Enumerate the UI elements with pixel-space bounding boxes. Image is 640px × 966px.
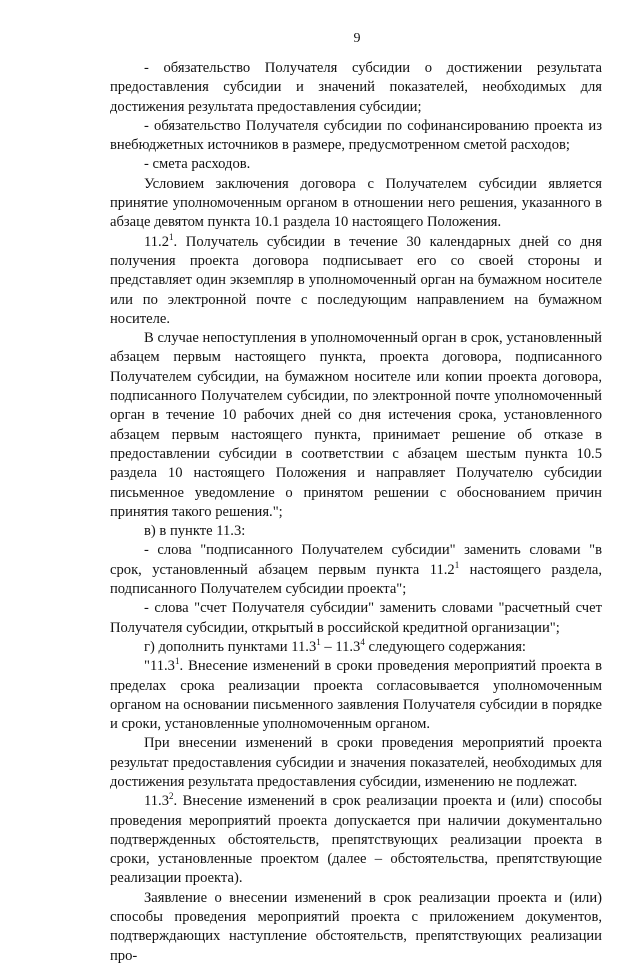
paragraph-11-2-1: 11.2$^1$. Получатель субсидии в течение 30 календарных дней со дня получения проекта договора подписывает его со своей стороны и представляет один экземпляр в уполномоченный орган на бумажном носителе или по электронной почте с последующим направлением на бумажном носителе.	[110, 231, 602, 327]
paragraph-11-3-1: "11.3$^1$. Внесение изменений в сроки проведения мероприятий проекта в пределах срока реализации проекта согласовывается уполномоченным органом на основании письменного заявления Получателя субсидии в порядке и сроки, установленные уполномоченным органом.	[110, 656, 602, 733]
paragraph-obligation-result: - обязательство Получателя субсидии о достижении результата предоставления субсидии и значений показателей, необходимых для достижения результата предоставления субсидии;	[110, 60, 602, 115]
paragraph-replace-account: - слова "счет Получателя субсидии" заменить словами "расчетный счет Получателя субсидии, открытый в российской кредитной организации";	[110, 600, 602, 636]
paragraph-item-g: г) дополнить пунктами 11.3$^1$ – 11.3$^4$ следующего содержания:	[144, 637, 526, 655]
paragraph-11-3-2: 11.3$^2$. Внесение изменений в срок реализации проекта и (или) способы проведения мероприятий проекта допускается при наличии документально подтвержденных обстоятельств, препятствующих реализации проекта в сроки, установленные проектом (далее – обстоятельства, препятствующие реализации проекта).	[110, 791, 602, 887]
paragraph-contract-condition: Условием заключения договора с Получателем субсидии является принятие уполномоченным органом в отношении него решения, указанного в абзаце девятом пункта 10.1 раздела 10 настоящего Положения.	[110, 175, 602, 231]
paragraph-changes-not-affect: При внесении изменений в сроки проведения мероприятий проекта результат предоставления субсидии и значения показателей, необходимых для достижения результата предоставления субсидии, изменению не подлежат.	[110, 735, 602, 790]
paragraph-application: Заявление о внесении изменений в срок реализации проекта и (или) способы проведения мероприятий проекта с приложением документов, подтверждающих наступление обстоятельств, препятствующих реализации про-	[110, 889, 602, 964]
document-body	[110, 59, 602, 966]
page-number: 9	[353, 31, 361, 46]
paragraph-obligation-cofinancing: - обязательство Получателя субсидии по софинансированию проекта из внебюджетных источников в размере, предусмотренном сметой расходов;	[110, 117, 602, 154]
paragraph-item-v: в) в пункте 11.3:	[144, 523, 246, 540]
paragraph-non-receipt: В случае непоступления в уполномоченный орган в срок, установленный абзацем первым настоящего пункта, проекта договора, подписанного Получателем субсидии, на бумажном носителе или копии проекта договора, подписанного Получателем субсидии, по электронной почте уполномоченный орган в течение 10 рабочих дней со дня истечения срока, установленного абзацем первым настоящего пункта, принимает решение об отказе в предоставлении субсидии в соответствии с абзацем шестым пункта 10.5 раздела 10 настоящего Положения и направляет Получателю субсидии письменное уведомление о принятом решении с обоснованием причин принятия такого решения.";	[110, 330, 602, 520]
paragraph-cost-estimate: - смета расходов.	[144, 156, 251, 173]
paragraph-replace-signed: - слова "подписанного Получателем субсидии" заменить словами "в срок, установленный абзацем первым пункта 11.2$^1$ настоящего раздела, подписанного Получателем субсидии проекта";	[110, 542, 603, 598]
